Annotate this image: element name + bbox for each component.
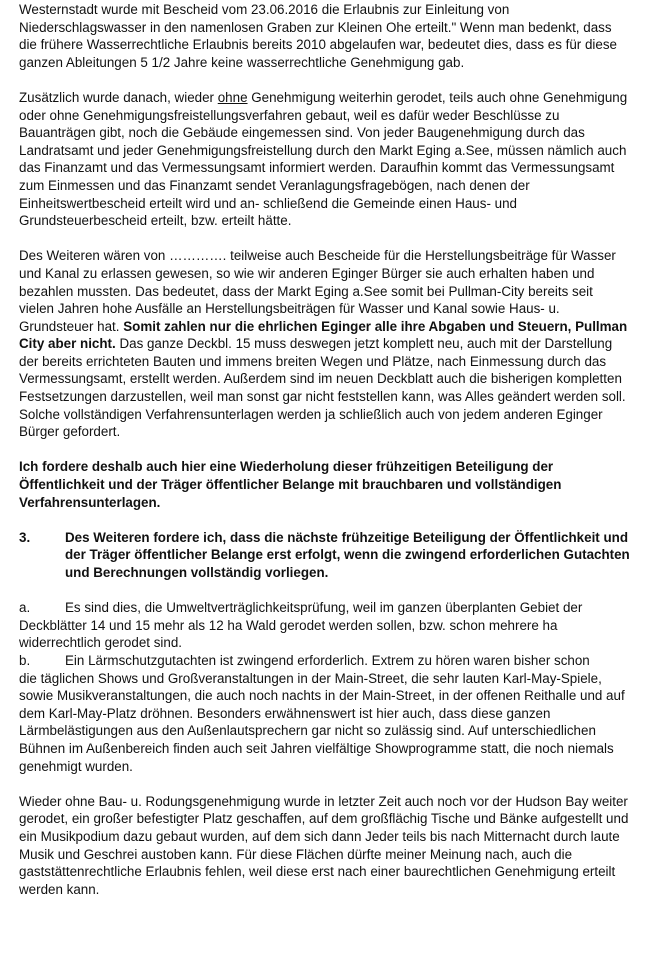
paragraph-herstellungsbeitraege-rest: Das ganze Deckbl. 15 muss deswegen jetzt komplett neu, auch mit der Darstellung der bereits errichteten Bauten und immens breiten Wegen und Plätze, nach Einmessung durch das Vermessungsamt, erstellt werden. Außerdem sind im neuen Deckblatt auch die bisherigen kompletten Festsetzungen darzustellen, weil man sonst gar nicht feststellen kann, was Alles geändert werden soll. Solche vollständigen Verfahrensunterlagen werden ja schließlich auch von jedem anderen Eginger Bürger gefordert. [19,336,626,440]
bold-statement-pullman: Somit zahlen nur die ehrlichen Eginger alle ihre Abgaben und Steuern, Pullman City aber nicht. [19,318,628,352]
list-item-a-rest-text: Deckblätter 14 und 15 mehr als 12 ha Wald gerodet werden sollen, bzw. schon mehrere ha widerrechtlich gerodet sind. [19,617,558,651]
paragraph-rodung-start: Zusätzlich wurde danach, wieder [19,89,218,105]
list-item-a-first-text: Es sind dies, die Umweltverträglichkeitsprüfung, weil im ganzen überplanten Gebiet der [65,600,583,616]
list-letter-b: b. [19,652,31,668]
list-item-3 [19,529,631,582]
list-item-b [19,652,631,775]
list-number-3: 3. [19,529,31,545]
list-item-a [19,599,631,652]
list-letter-a: a. [19,600,31,616]
paragraph-rodung-rest: Genehmigung weiterhin gerodet, teils auch ohne Genehmigung oder ohne Genehmigungsfreistellungsverfahren gebaut, weil es dafür weder Beschlüsse zu Bauanträgen gibt, noch die Gebäude eingemessen sind. Von jeder Baugenehmigung durch das Landratsamt und jeder Genehmigungsfreistellung durch den Markt Eging a.See, müssen nämlich auch das Finanzamt und das Vermessungsamt informiert werden. Daraufhin kommt das Vermessungsamt zum Einmessen und das Finanzamt sendet Veranlagungsfragebögen, nach denen der Einheitswertbescheid erteilt wird und an- schließend die Gemeinde einen Haus- und Grundsteuerbescheid erteilt, bzw. erteilt hätte. [19,89,628,229]
list-item-b-first-line [19,652,631,670]
paragraph-forderung-wiederholung: Ich fordere deshalb auch hier eine Wiederholung dieser frühzeitigen Beteiligung der Öffentlichkeit und der Träger öffentlicher Belange mit brauchbaren und vollständigen Verfahrensunterlagen. [19,459,562,510]
list-item-b-first-text: Ein Lärmschutzgutachten ist zwingend erforderlich. Extrem zu hören waren bisher schon [65,652,590,668]
paragraph-rodung [19,89,631,230]
list-item-3-text: Des Weiteren fordere ich, dass die nächste frühzeitige Beteiligung der Öffentlichkeit und der Träger öffentlicher Belange erst erfolgt, wenn die zwingend erforderlichen Gutachten und Berechnungen vollständig vorliegen. [65,529,630,580]
list-item-a-first-line [19,599,631,617]
paragraph-westernstadt: Westernstadt wurde mit Bescheid vom 23.06.2016 die Erlaubnis zur Einleitung von Niederschlagswasser in den namenlosen Graben zur Kleinen Ohe erteilt." Wenn man bedenkt, dass die frühere Wasserrechtliche Erlaubnis bereits 2010 abgelaufen war, bedeutet dies, dass es für diese ganzen Ableitungen 5 1/2 Jahre keine wasserrechtliche Genehmigung gab. [19,2,617,70]
paragraph-herstellungsbeitraege-start: Des Weiteren wären von …………. teilweise auch Bescheide für die Herstellungsbeiträge für Wasser und Kanal zu erlassen gewesen, so wie wir anderen Eginger Bürger sie auch erhalten haben und bezahlen mussten. Das bedeutet, dass der Markt Eging a.See somit bei Pullman-City bereits seit vielen Jahren hohe Ausfälle an Herstellungsbeiträgen für Wasser und Kanal sowie Haus- u. Grundsteuer hat. [19,248,616,334]
list-item-b-rest-text: die täglichen Shows und Großveranstaltungen in der Main-Street, die sehr lauten Karl-May-Spiele, sowie Musikveranstaltungen, die auch noch nachts in der Main-Street, in der offenen Reithalle und auf dem Karl-May-Platz dröhnen. Besonders erwähnenswert ist hier auch, dass diese ganzen Lärmbelästigungen aus den Außenlautsprechern gar nicht so zulässig sind. Auf unterschiedlichen Bühnen im Außenbereich finden auch seit Jahren vielfältige Showprogramme statt, die noch niemals genehmigt wurden. [19,670,625,774]
paragraph-hudson-bay: Wieder ohne Bau- u. Rodungsgenehmigung wurde in letzter Zeit auch noch vor der Hudson Bay weiter gerodet, ein großer befestigter Platz geschaffen, auf dem großflächig Tische und Bänke aufgestellt und ein Musikpodium dazu gebaut wurden, auf dem sich dann Jeder teils bis nach Mitternacht durch laute Musik und Geschrei austoben kann. Für diese Flächen dürfte meiner Meinung nach, auch die gaststättenrechtliche Erlaubnis fehlen, weil diese erst nach einer baurechtlichen Genehmigung erteilt werden kann. [19,793,629,897]
paragraph-herstellungsbeitraege [19,247,631,441]
underlined-ohne: ohne [217,89,248,105]
